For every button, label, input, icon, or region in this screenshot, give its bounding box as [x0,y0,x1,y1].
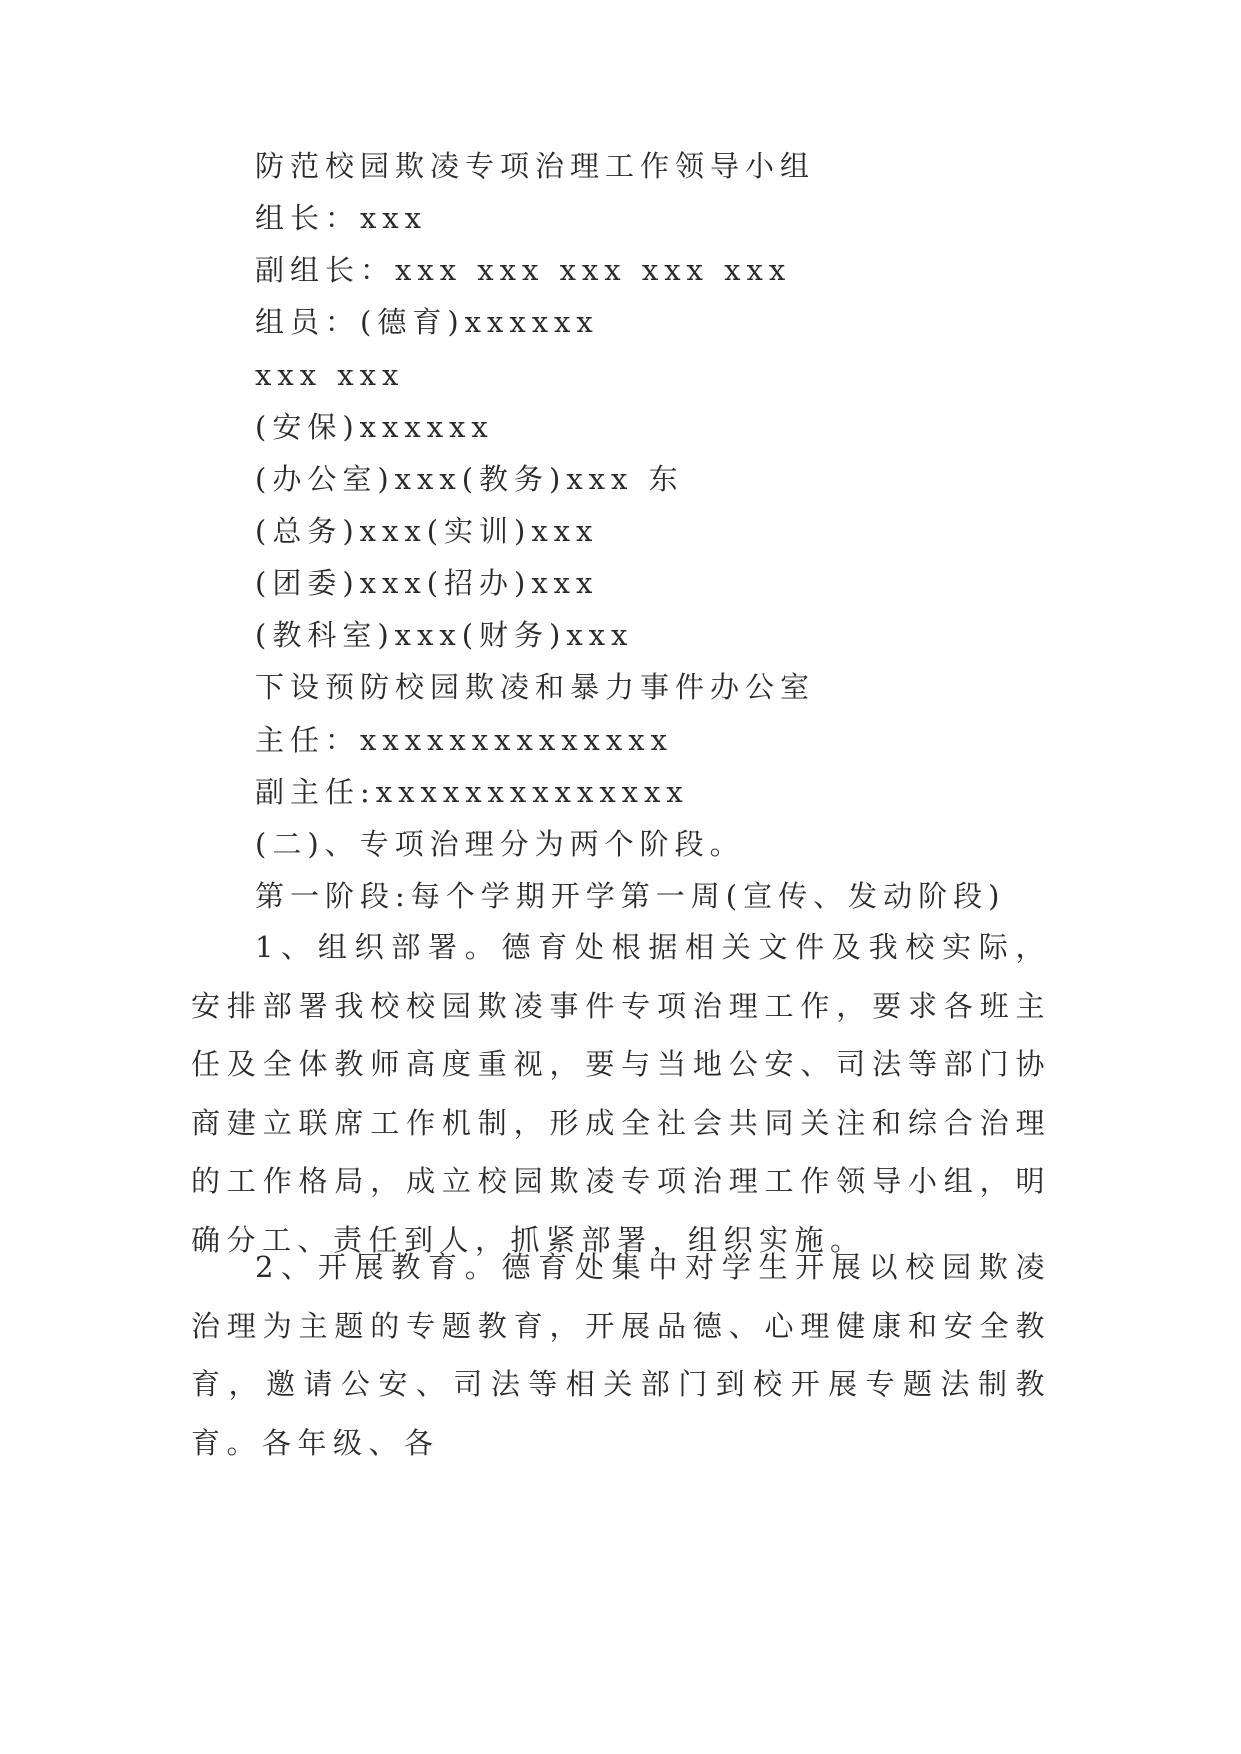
line-members-office-academic: (办公室)xxx(教务)xxx 东 [255,462,684,496]
line-members-moral-education: 组员：(德育)xxxxxx [255,305,599,339]
heading-two-stages: (二)、专项治理分为两个阶段。 [255,827,745,861]
heading-leadership-group: 防范校园欺凌专项治理工作领导小组 [255,149,816,183]
line-members-continued: xxx xxx [255,358,405,392]
line-deputy-director: 副主任:xxxxxxxxxxxxxx [255,775,689,809]
line-members-research-finance: (教科室)xxx(财务)xxx [255,618,634,652]
line-deputy-leaders: 副组长：xxx xxx xxx xxx xxx [255,253,792,287]
paragraph-organize-deployment: 1、组织部署。德育处根据相关文件及我校实际，安排部署我校校园欺凌事件专项治理工作，要求各班主任及全体教师高度重视，要与当地公安、司法等部门协商建立联席工作机制，形成全社会共同关注和综合治理的工作格局，成立校园欺凌专项治理工作领导小组，明确分工、责任到人，抓紧部署，组织实施。 [191,930,1051,1257]
paragraph-conduct-education: 2、开展教育。德育处集中对学生开展以校园欺凌治理为主题的专题教育，开展品德、心理健康和安全教育，邀请公安、司法等相关部门到校开展专题法制教育。各年级、各 [191,1250,1051,1460]
line-members-security: (安保)xxxxxx [255,410,494,444]
line-group-leader: 组长：xxx [255,201,428,235]
heading-stage-one: 第一阶段:每个学期开学第一周(宣传、发动阶段) [255,879,1006,913]
heading-prevention-office: 下设预防校园欺凌和暴力事件办公室 [255,670,816,704]
line-members-league-admissions: (团委)xxx(招办)xxx [255,566,599,600]
line-director: 主任：xxxxxxxxxxxxxx [255,723,673,757]
line-members-general-training: (总务)xxx(实训)xxx [255,514,599,548]
